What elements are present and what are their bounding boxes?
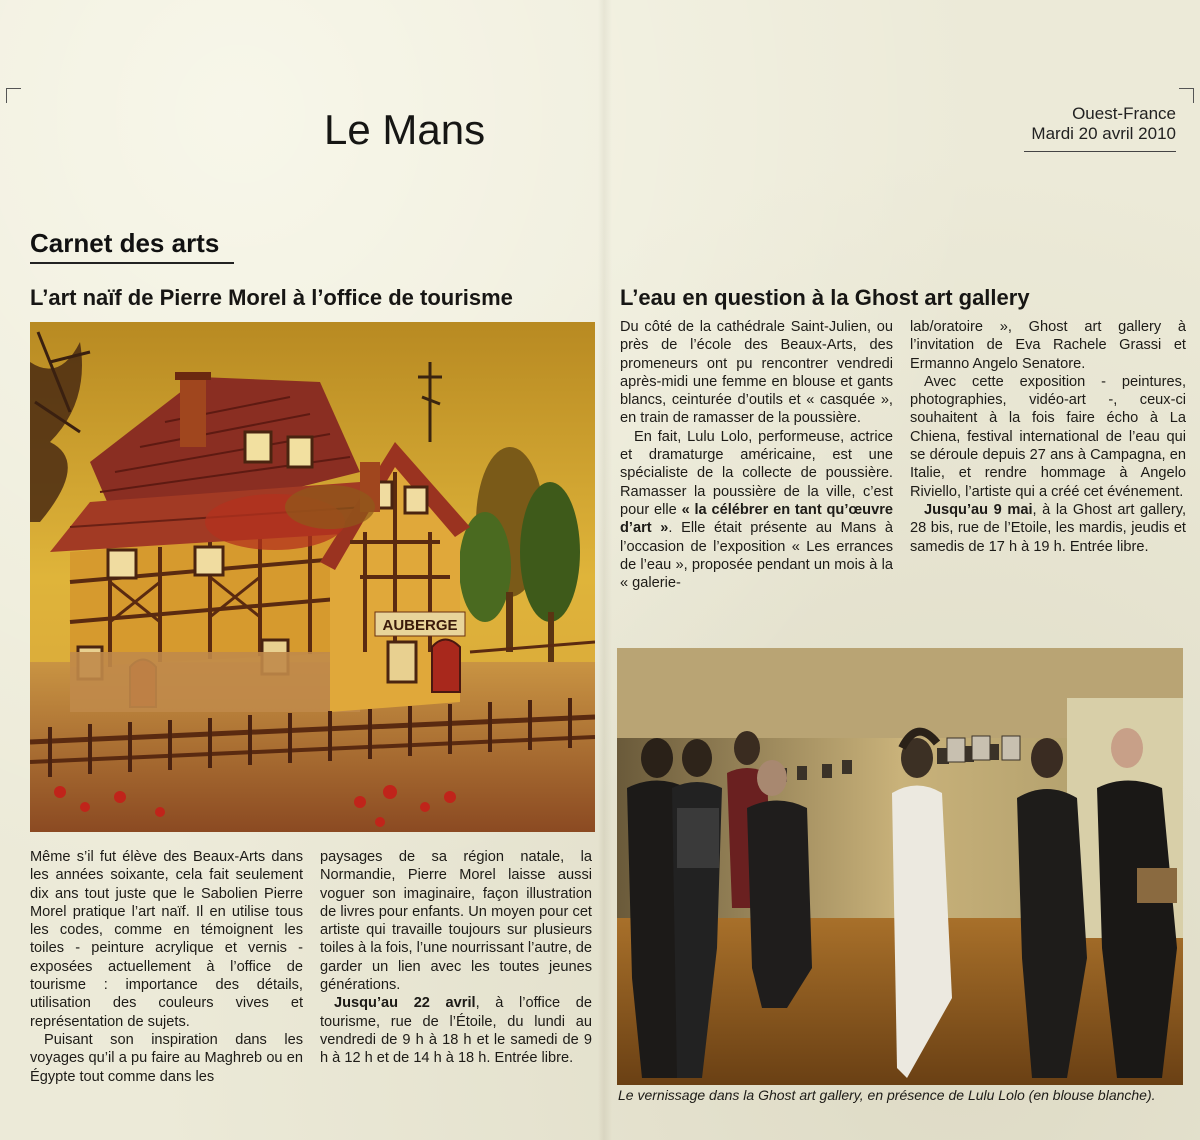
article-paragraph: Même s’il fut élève des Beaux-Arts dans les années soixante, cela fait seulement dix ans tout juste que le Sabolien Pierre Morel pratique l’art naïf. Il en utilise tous les codes, comme en témoignent les toiles - peinture acrylique et vernis - exposées actuellement à l’office de tourisme : importance des détails, utilisation des couleurs vives et représentation de sujets. bbox=[30, 849, 303, 1030]
article-paragraph bbox=[320, 994, 592, 1067]
article-paragraph: Du côté de la cathédrale Saint-Julien, ou près de l’école des Beaux-Arts, des promeneurs ont pu rencontrer vendredi après-midi une femme en blouse et gants blancs, ceinturée d’outils et « casquée », en train de ramasser de la poussière. bbox=[620, 319, 893, 427]
rubric-underline bbox=[30, 262, 234, 264]
auberge-sign: AUBERGE bbox=[382, 617, 458, 634]
photo-illustration bbox=[617, 648, 1183, 1085]
right-article-column-1 bbox=[620, 318, 893, 592]
newspaper-source bbox=[1008, 104, 1176, 144]
newspaper-name: Ouest-France bbox=[1072, 104, 1176, 123]
publication-date: Mardi 20 avril 2010 bbox=[1031, 124, 1176, 143]
left-article-column-2 bbox=[320, 848, 592, 1068]
article-paragraph: lab/oratoire », Ghost art gallery à l’invitation de Eva Rachele Grassi et Ermanno Angelo Senatore. bbox=[910, 319, 1186, 372]
page-title: Le Mans bbox=[324, 106, 486, 153]
dates-bold: Jusqu’au 9 mai bbox=[924, 501, 1033, 518]
crop-mark bbox=[6, 88, 21, 103]
photo-caption: Le vernissage dans la Ghost art gallery, en présence de Lulu Lolo (en blouse blanche). bbox=[618, 1087, 1156, 1103]
practical-info: , à l’office de tourisme, rue de l’Étoile, du lundi au vendredi de 9 h à 18 h et le samedi de 9 h à 12 h et de 14 h à 18 h. Entrée libre. bbox=[320, 995, 592, 1067]
right-article-headline: L’eau en question à la Ghost art gallery bbox=[620, 285, 1030, 310]
article-paragraph: Avec cette exposition - peintures, photographies, vidéo-art -, ceux-ci souhaitent à la fois faire écho à La Chiena, festival international de l’eau qui se déroule depuis 27 ans à Campagna, en Italie, et rendre hommage à Angelo Riviello, l’artiste qui a créé cet événement. bbox=[910, 373, 1186, 500]
naive-painting-auberge bbox=[30, 322, 595, 832]
practical-info: , à la Ghost art gallery, 28 bis, rue de l’Etoile, les mardis, jeudis et samedis de 17 h à 19 h. Entrée libre. bbox=[910, 501, 1186, 555]
painting-illustration bbox=[30, 322, 595, 832]
dates-bold: Jusqu’au 22 avril bbox=[334, 995, 476, 1012]
article-paragraph bbox=[620, 428, 893, 593]
paragraph-part: En fait, Lulu Lolo, performeuse, actrice et dramaturge américaine, est une spécialiste de la collecte de poussière. Ramasser la poussière de la ville, c’est pour elle bbox=[620, 428, 893, 518]
article-paragraph: paysages de sa région natale, la Normandie, Pierre Morel laisse aussi voguer son imaginaire, façon illustration de livres pour enfants. Un moyen pour cet artiste qui travaille toujours sur plusieurs toiles à la fois, l’une nourrissant l’autre, de garder un lien avec les toutes jeunes générations. bbox=[320, 849, 592, 994]
source-divider bbox=[1024, 151, 1176, 152]
paragraph-part: . Elle était présente au Mans à l’occasion de l’exposition « Les errances de l’eau », proposée pendant un mois à la « galerie- bbox=[620, 520, 894, 592]
article-paragraph bbox=[910, 501, 1186, 556]
left-article-column-1 bbox=[30, 848, 303, 1086]
gallery-vernissage-photo bbox=[617, 648, 1183, 1085]
article-paragraph: Puisant son inspiration dans les voyages qu’il a pu faire au Maghreb ou en Égypte tout comme dans les bbox=[30, 1031, 303, 1085]
quote-bold: « la célébrer en tant qu’œuvre d’art » bbox=[620, 501, 893, 537]
left-article-headline: L’art naïf de Pierre Morel à l’office de tourisme bbox=[30, 285, 513, 310]
right-article-column-2 bbox=[910, 318, 1186, 556]
crop-mark bbox=[1179, 88, 1194, 103]
section-rubric: Carnet des arts bbox=[30, 228, 220, 258]
